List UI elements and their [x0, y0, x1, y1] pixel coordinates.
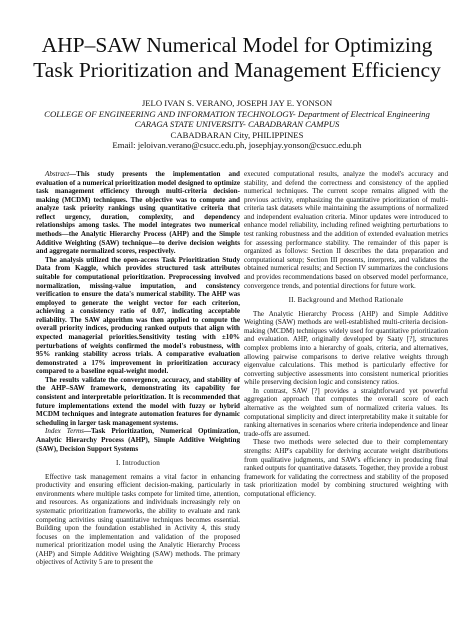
- author-email: Email: jeloivan.verano@csucc.edu.ph, josephjay.yonson@csucc.edu.ph: [112, 140, 362, 151]
- index-terms: [36, 427, 240, 453]
- background-paragraph-3: These two methods were selected due to their complementary strengths: AHP's capability for deriving accurate weight distributions from qualitative judgments, and SAW's efficiency in producing final ranked outputs for quantitative datasets. Together, they provide a robust framework for validating the correctness and stability of the proposed task prioritization model by combining structured weighting with computational efficiency.: [244, 438, 448, 498]
- section-heading-introduction: I. Introduction: [116, 459, 160, 468]
- abstract-text-1: —This study presents the implementation and evaluation of a numerical prioritization model designed to optimize task management efficiency through multi-criteria decision-making (MCDM) techniques. The objective was to compute and analyze task priority rankings using quantitative criteria that reflect urgency, duration, complexity, and dependency relationships among tasks. The model integrates two numerical methods—the Analytic Hierarchy Process (AHP) and the Simple Additive Weighting (SAW) technique—to derive decision weights and aggregate normalized scores, respectively.: [36, 170, 240, 256]
- left-column: [36, 170, 240, 567]
- background-paragraph-1: The Analytic Hierarchy Process (AHP) and Simple Additive Weighting (SAW) methods are well-established multi-criteria decision-making (MCDM) techniques widely used for quantitative prioritization and evaluation. AHP, originally developed by Saaty [?], structures complex problems into a hierarchy of goals, criteria, and alternatives, allowing pairwise comparisons to derive relative weights through eigenvalue calculations. This method is particularly effective for converting subjective assessments into consistent numerical priorities while preserving decision logic and consistency ratios.: [244, 309, 448, 387]
- right-column: [244, 170, 448, 498]
- author-block: [20, 98, 454, 151]
- section-heading-background: II. Background and Method Rationale: [288, 296, 404, 305]
- author-college: COLLEGE OF ENGINEERING AND INFORMATION TECHNOLOGY- Department of Electrical Engineering: [44, 108, 430, 119]
- author-city: CABADBARAN City, PHILIPPINES: [170, 129, 304, 140]
- index-terms-lead: Index Terms: [45, 427, 84, 436]
- abstract-paragraph-2: The analysis utilized the open-access Task Prioritization Study Data from Kaggle, which provides structured task attributes suitable for computational prioritization. Preprocessing involved normalization, missing-value imputation, and consistency verification to ensure the data's numerical stability. The AHP was employed to generate the weight vector for each criterion, achieving a consistency ratio of 0.07, indicating acceptable reliability. The SAW algorithm was then applied to compute the overall priority indices, producing ranked outputs that align with expected managerial priorities.Sensitivity testing with ±10% perturbations of weights confirmed the model's robustness, with 95% ranking stability across trials. A comparative evaluation demonstrated a 17% improvement in prioritization accuracy compared to a baseline equal-weight model.: [36, 255, 240, 376]
- abstract-paragraph-3: The results validate the convergence, accuracy, and stability of the AHP–SAW framework, demonstrating its capability for consistent and interpretable prioritization. It is recommended that future implementations extend the model with fuzzy or hybrid MCDM techniques and integrate automation features for dynamic scheduling in larger task management systems.: [36, 375, 240, 427]
- index-terms-text: —Task Prioritization, Numerical Optimization, Analytic Hierarchy Process (AHP), Simple Additive Weighting (SAW), Decision Support Systems: [36, 427, 240, 453]
- paper-title: AHP–SAW Numerical Model for Optimizing Task Prioritization and Management Efficiency: [33, 33, 441, 82]
- abstract-lead: Abstract: [45, 170, 70, 178]
- author-university: CARAGA STATE UNIVERSITY- CABADBARAN CAMPUS: [134, 119, 340, 130]
- author-names: JELO IVAN S. VERANO, JOSEPH JAY E. YONSON: [141, 98, 333, 108]
- abstract-paragraph-1: [36, 170, 240, 256]
- intro-paragraph-1-continued: executed computational results, analyze the model's accuracy and stability, and defend the correctness and consistency of the applied numerical techniques. The current scope remains aligned with the previous activity, emphasizing the quantitative prioritization of multi-criteria task datasets while maintaining the assumptions of normalized and independent evaluation criteria. Minor updates were introduced to enhance model reliability, including refined weighting perturbations to test ranking robustness and the addition of extended evaluation metrics for assessing performance stability. The remainder of this paper is organized as follows: Section II describes the data preparation and computational setup; Section III presents, interprets, and validates the obtained numerical results; and Section IV summarizes the conclusions and provides recommendations based on observed model performance, convergence trends, and potential directions for future work.: [244, 170, 448, 290]
- intro-paragraph-1: Effective task management remains a vital factor in enhancing productivity and ensuring efficient decision-making, particularly in environments where multiple tasks compete for limited time, attention, and resources. As organizations and individuals increasingly rely on systematic prioritization frameworks, the ability to evaluate and rank competing activities using quantitative techniques becomes essential. Building upon the foundation established in Activity 4, this study focuses on the implementation and validation of the proposed numerical prioritization model using the Analytic Hierarchy Process (AHP) and Simple Additive Weighting (SAW) methods. The primary objectives of Activity 5 are to present the: [36, 472, 240, 567]
- background-paragraph-2: In contrast, SAW [?] provides a straightforward yet powerful aggregation approach that computes the overall score of each alternative as the weighted sum of normalized criteria values. Its computational simplicity and direct interpretability make it suitable for ranking alternatives in scenarios where criteria independence and linear trade-offs are assumed.: [244, 386, 448, 438]
